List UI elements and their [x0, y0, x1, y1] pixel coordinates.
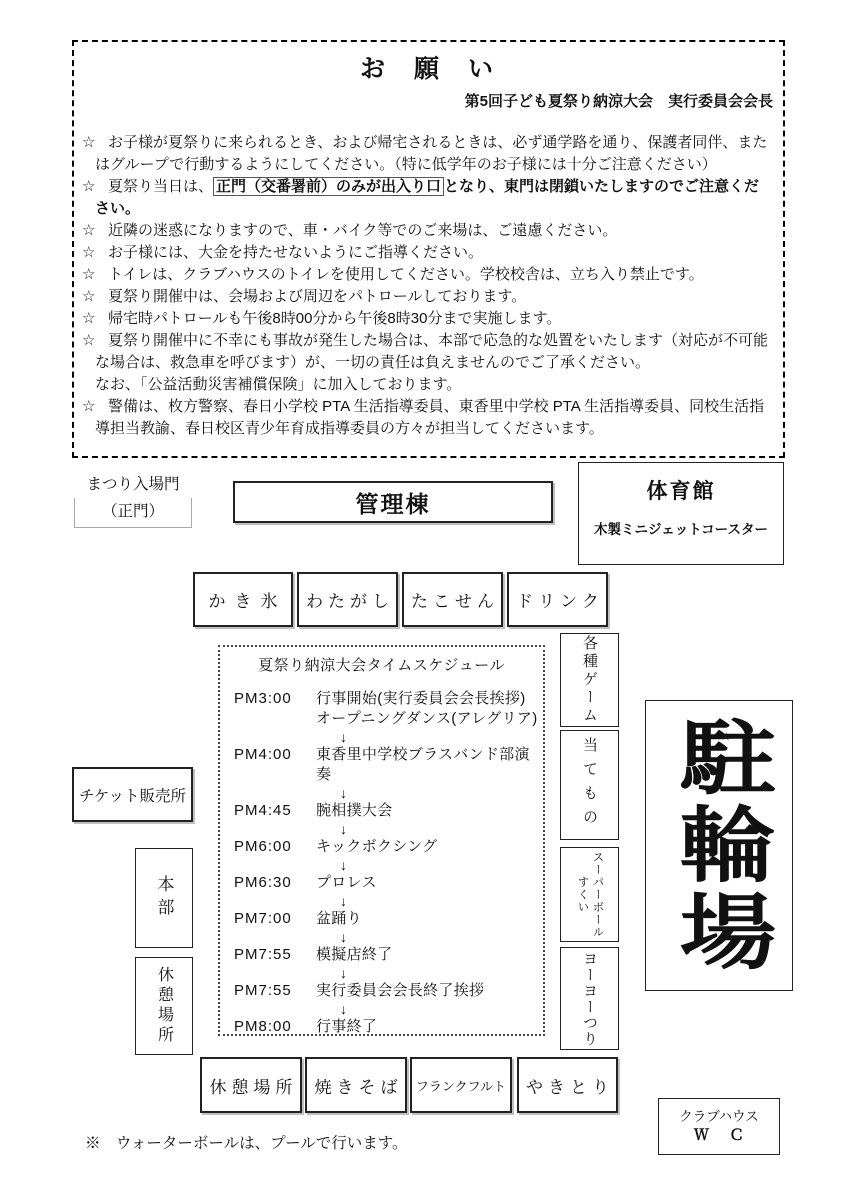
schedule-desc: 実行委員会会長終了挨拶 — [316, 982, 485, 999]
schedule-row — [234, 801, 543, 821]
entrance-title: まつり入場門 — [86, 476, 180, 493]
notice-item — [82, 176, 773, 220]
schedule-time: PM7:00 — [234, 910, 292, 927]
notice-subtitle: 第5回子ども夏祭り納涼大会 実行委員会会長 — [464, 93, 773, 110]
notice-text: 夏祭り開催中に不幸にも事故が発生した場合は、本部で応急的な処置をいたします（対応が不可能な場合は、救急車を呼びます）が、一切の責任は負えませんのでご了承ください。 — [95, 332, 769, 371]
stall-box-drink: ドリンク — [507, 572, 608, 627]
page-title: お 願 い — [359, 55, 495, 83]
superball-scoop-label: スーパーボールすくい — [576, 850, 604, 939]
schedule-time: PM4:00 — [234, 746, 292, 763]
stall-box-rest-area: 休憩場所 — [200, 1057, 302, 1113]
notice-item — [82, 286, 773, 308]
game-box-yoyo-fishing: ヨーヨーつり — [560, 947, 619, 1050]
star-bullet: ☆ — [82, 244, 96, 261]
down-arrow-icon: ↓ — [340, 785, 347, 801]
game-box-atemono: 当てもの — [560, 730, 619, 840]
stall-box-frankfurter: フランクフルト — [410, 1057, 512, 1113]
notice-item — [82, 396, 773, 440]
schedule-title: 夏祭り納涼大会タイムスケジュール — [258, 657, 505, 674]
schedule-row — [234, 945, 543, 965]
schedule-time: PM4:45 — [234, 802, 292, 819]
notice-text: お子様には、大金を持たせないようにご指導ください。 — [108, 244, 484, 261]
notice-item — [82, 220, 773, 242]
rest-area-box-left: 休憩場所 — [135, 957, 193, 1055]
gym-subtitle: 木製ミニジェットコースター — [593, 522, 768, 537]
star-bullet: ☆ — [82, 288, 96, 305]
clubhouse-label: クラブハウス — [679, 1109, 759, 1124]
schedule-time: PM7:55 — [234, 982, 292, 999]
clubhouse-wc-box — [658, 1098, 780, 1155]
bicycle-parking-box — [645, 700, 793, 991]
schedule-time: PM3:00 — [234, 690, 292, 707]
star-bullet: ☆ — [82, 266, 96, 283]
notice-text: 正門（交番署前）のみが出入り口 — [213, 177, 444, 196]
down-arrow-icon: ↓ — [340, 1001, 347, 1017]
schedule-desc: 盆踊り — [316, 910, 362, 927]
stall-box-yakisoba: 焼きそば — [305, 1057, 407, 1113]
star-bullet: ☆ — [82, 178, 96, 195]
star-bullet: ☆ — [82, 134, 96, 151]
bicycle-parking-label: 駐輪場 — [665, 715, 774, 976]
schedule-box — [218, 645, 545, 1036]
down-arrow-icon: ↓ — [340, 821, 347, 837]
star-bullet: ☆ — [82, 310, 96, 327]
schedule-row — [234, 745, 543, 785]
schedule-time: PM7:55 — [234, 946, 292, 963]
star-bullet: ☆ — [82, 222, 96, 239]
stall-box-kakigori: かき氷 — [193, 572, 293, 627]
schedule-desc: 腕相撲大会 — [316, 802, 393, 819]
schedule-desc: 模擬店終了 — [316, 946, 393, 963]
schedule-row — [234, 981, 543, 1001]
down-arrow-icon: ↓ — [340, 729, 347, 745]
gym-title: 体育館 — [646, 480, 716, 503]
down-arrow-icon: ↓ — [340, 857, 347, 873]
schedule-desc: 行事開始(実行委員会会長挨拶) — [316, 690, 526, 707]
stall-box-watagashi: わたがし — [297, 572, 398, 627]
schedule-time: PM6:30 — [234, 874, 292, 891]
notice-item — [82, 264, 773, 286]
stall-box-yakitori: やきとり — [517, 1057, 618, 1113]
schedule-row — [234, 689, 543, 709]
notice-item — [82, 308, 773, 330]
down-arrow-icon: ↓ — [340, 893, 347, 909]
notice-box — [72, 40, 785, 458]
schedule-desc: プロレス — [316, 874, 377, 891]
entrance-gate-box: （正門） — [74, 498, 192, 528]
notice-text: 夏祭り当日は、 — [108, 178, 214, 195]
entrance-label — [74, 473, 192, 528]
notice-text: 帰宅時パトロールも午後8時00分から午後8時30分まで実施します。 — [108, 310, 562, 327]
stall-box-takosen: たこせん — [402, 572, 503, 627]
headquarters-box: 本部 — [135, 848, 193, 948]
schedule-desc: キックボクシング — [316, 838, 438, 855]
notice-list — [82, 132, 773, 440]
down-arrow-icon: ↓ — [340, 929, 347, 945]
schedule-row — [234, 909, 543, 929]
game-box-various-games: 各種ゲーム — [560, 633, 619, 727]
schedule-row — [234, 837, 543, 857]
notice-text: トイレは、クラブハウスのトイレを使用してください。学校校舎は、立ち入り禁止です。 — [108, 266, 704, 283]
gym-box — [578, 462, 784, 565]
down-arrow-icon: ↓ — [340, 965, 347, 981]
schedule-desc: 行事終了 — [316, 1018, 378, 1035]
notice-item — [82, 330, 773, 396]
ticket-office-box: チケット販売所 — [72, 767, 193, 822]
notice-text: となり、東門は閉鎖いたしますのでご注意ください。 — [95, 178, 760, 217]
schedule-row — [234, 1017, 543, 1037]
notice-item — [82, 132, 773, 176]
notice-text: 警備は、枚方警察、春日小学校 PTA 生活指導委員、東香里中学校 PTA 生活指導委員、同校生活指導担当教諭、春日校区青少年育成指導委員の方々が担当してくださいます。 — [95, 398, 765, 437]
admin-building-box: 管理棟 — [233, 481, 553, 523]
star-bullet: ☆ — [82, 332, 96, 349]
notice-text: 夏祭り開催中は、会場および周辺をパトロールしております。 — [108, 288, 527, 305]
game-box-superball-scoop — [560, 847, 619, 942]
schedule-rows — [234, 689, 543, 1037]
schedule-time — [234, 709, 300, 729]
footnote: ※ ウォーターボールは、プールで行います。 — [85, 1135, 408, 1152]
notice-text: お子様が夏祭りに来られるとき、および帰宅されるときは、必ず通学路を通り、保護者同伴、またはグループで行動するようにしてください。（特に低学年のお子様には十分ご注意ください） — [95, 134, 768, 173]
schedule-desc: オープニングダンス(アレグリア) — [316, 710, 538, 727]
schedule-row — [234, 873, 543, 893]
star-bullet: ☆ — [82, 398, 96, 415]
notice-text: 近隣の迷惑になりますので、車・バイク等でのご来場は、ご遠慮ください。 — [108, 222, 618, 239]
wc-label: Ｗ Ｃ — [693, 1127, 753, 1144]
schedule-time: PM8:00 — [234, 1018, 292, 1035]
notice-item — [82, 242, 773, 264]
schedule-time: PM6:00 — [234, 838, 292, 855]
schedule-desc: 東香里中学校ブラスバンド部演奏 — [316, 746, 530, 783]
schedule-row — [234, 709, 543, 729]
notice-text: なお、「公益活動災害補償保険」に加入しております。 — [95, 376, 462, 393]
